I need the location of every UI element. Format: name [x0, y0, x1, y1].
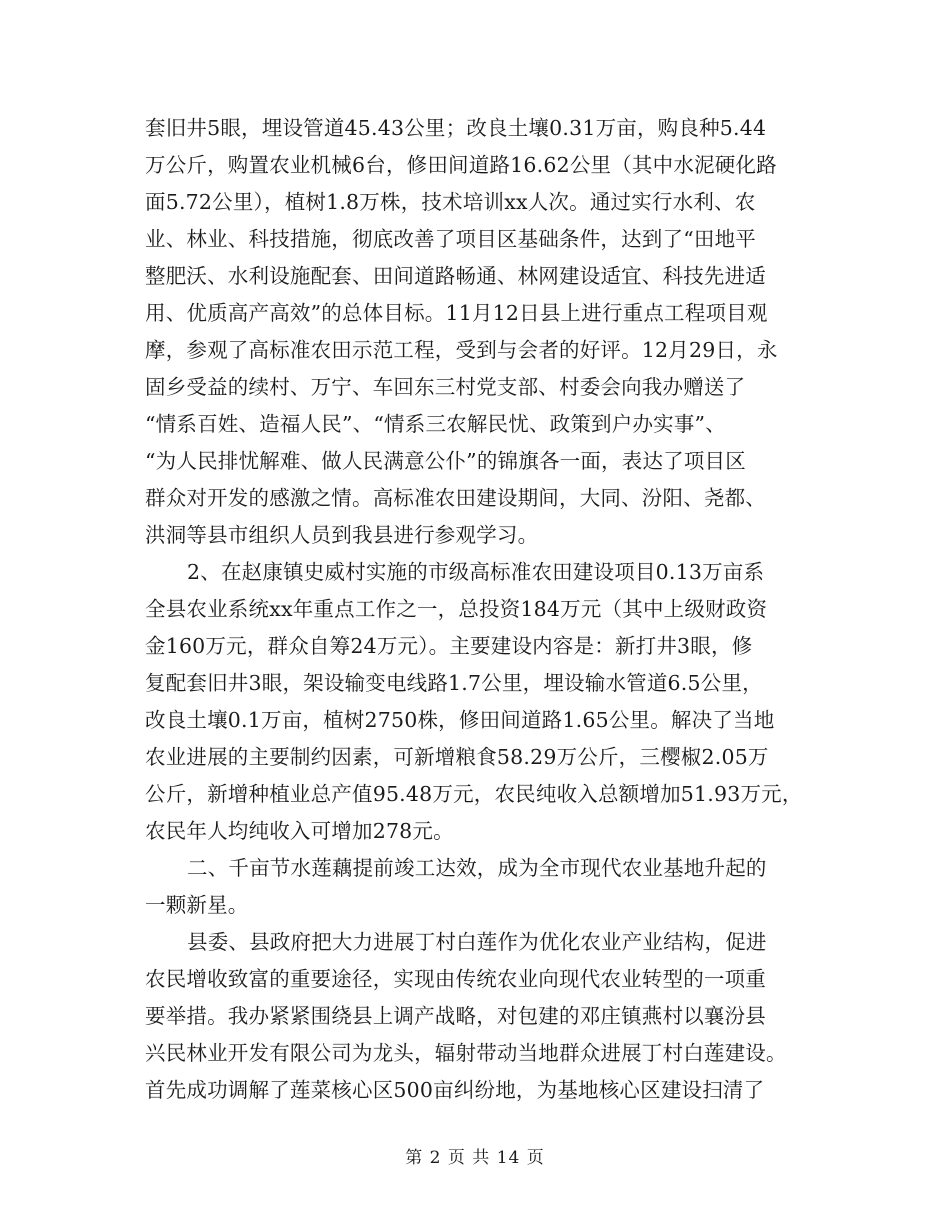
- text-line: 整肥沃、水利设施配套、田间道路畅通、林网建设适宜、科技先进适: [145, 264, 766, 288]
- text-line: 农业进展的主要制约因素，可新增粮食58.29万公斤，三樱椒2.05万: [145, 745, 769, 769]
- section-heading-line: 一颗新星。: [145, 893, 249, 917]
- text-line: 要举措。我办紧紧围绕县上调产战略，对包建的邓庄镇燕村以襄汾县: [145, 1004, 766, 1028]
- text-line: 万公斤，购置农业机械6台，修田间道路16.62公里（其中水泥硬化路: [145, 153, 777, 177]
- page-number-footer: 第 2 页 共 14 页: [405, 1148, 545, 1168]
- text-line: 套旧井5眼，埋设管道45.43公里；改良土壤0.31万亩，购良种5.44: [145, 116, 767, 140]
- section-heading-line: 二、千亩节水莲藕提前竣工达效，成为全市现代农业基地升起的: [187, 856, 767, 880]
- text-line: 公斤，新增种植业总产值95.48万元，农民纯收入总额增加51.93万元，: [145, 782, 803, 806]
- text-line: 金160万元，群众自筹24万元）。主要建设内容是：新打井3眼，修: [145, 634, 753, 658]
- text-line: 全县农业系统xx年重点工作之一，总投资184万元（其中上级财政资: [145, 597, 768, 621]
- text-line: 农民增收致富的重要途径，实现由传统农业向现代农业转型的一项重: [145, 967, 766, 991]
- paragraph-first-line: 县委、县政府把大力进展丁村白莲作为优化农业产业结构，促进: [187, 930, 767, 954]
- text-line: “为人民排忧解难、做人民满意公仆”的锦旗各一面，表达了项目区: [145, 449, 746, 473]
- text-line: “情系百姓、造福人民”、“情系三农解民忧、政策到户办实事”、: [145, 412, 726, 436]
- text-line: 面5.72公里），植树1.8万株，技术培训xx人次。通过实行水利、农: [145, 190, 756, 214]
- text-line: 摩，参观了高标准农田示范工程，受到与会者的好评。12月29日，永: [145, 338, 778, 362]
- text-line: 农民年人均纯收入可增加278元。: [145, 819, 454, 843]
- text-line: 复配套旧井3眼，架设输变电线路1.7公里，埋设输水管道6.5公里，: [145, 671, 763, 695]
- text-line: 洪洞等县市组织人员到我县进行参观学习。: [145, 523, 539, 547]
- text-line: 用、优质高产高效”的总体目标。11月12日县上进行重点工程项目观: [145, 301, 768, 325]
- text-line: 群众对开发的感激之情。高标准农田建设期间，大同、汾阳、尧都、: [145, 486, 766, 510]
- text-line: 改良土壤0.1万亩，植树2750株，修田间道路1.65公里。解决了当地: [145, 708, 775, 732]
- text-line: 业、林业、科技措施，彻底改善了项目区基础条件，达到了“田地平: [145, 227, 756, 251]
- text-line: 兴民林业开发有限公司为龙头，辐射带动当地群众进展丁村白莲建设。: [145, 1041, 787, 1065]
- text-line: 固乡受益的续村、万宁、车回东三村党支部、村委会向我办赠送了: [145, 375, 746, 399]
- text-line: 首先成功调解了莲菜核心区500亩纠纷地，为基地核心区建设扫清了: [145, 1078, 765, 1102]
- paragraph-first-line: 2、在赵康镇史威村实施的市级高标准农田建设项目0.13万亩系: [187, 560, 765, 584]
